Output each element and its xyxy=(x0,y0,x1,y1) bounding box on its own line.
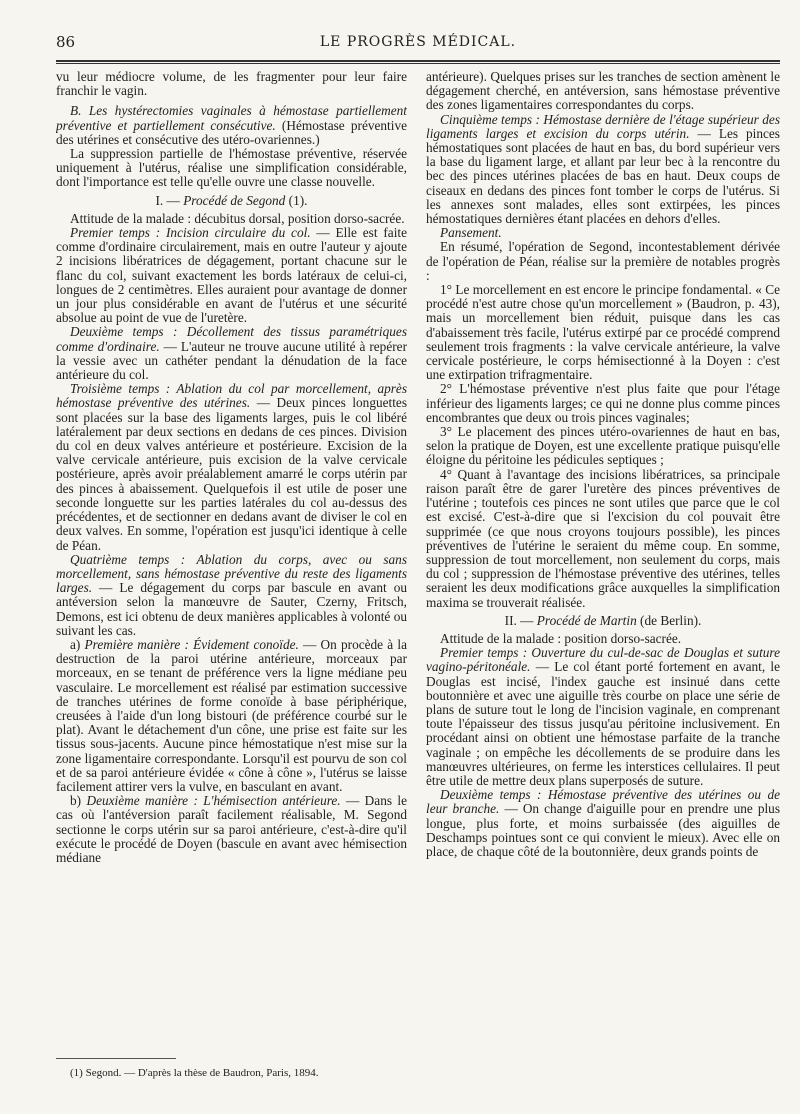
paragraph xyxy=(426,646,780,788)
text-run: La suppression partielle de l'hémostase préventive, réservée uniquement à l'utérus, réalise une simplification considérable, dont l'importance est telle qu'elle ouvre une classe nouvelle. xyxy=(56,146,407,190)
footnote-rule xyxy=(56,1058,176,1059)
paragraph xyxy=(426,240,780,283)
section-heading xyxy=(426,614,780,628)
italic-run: Premier temps : Ouverture du cul-de-sac de Douglas et suture vagino-péritonéale. xyxy=(426,645,780,675)
text-run: — Elle est faite comme d'ordinaire circulairement, mais en outre l'auteur y ajoute 2 incisions libératrices de dégagement, portant chacune sur le flanc du col, suivant exactement les bords latéraux de celui-ci, longues de 2 centimètres. Elles auraient pour avantage de donner un jour plus considérable en avant de l'utérus et une sécurité absolue au point de vue de l'uretère. xyxy=(56,225,407,326)
text-run: 2° L'hémostase préventive n'est plus faite que pour l'étage inférieur des ligaments larges; ce qui ne donne plus comme pinces encombrantes que deux ou trois pinces vaginales; xyxy=(426,381,780,425)
italic-run: Quatrième temps : Ablation du corps, avec ou sans morcellement, sans hémostase préventive du reste des ligaments larges. xyxy=(56,551,407,596)
section-heading xyxy=(56,194,407,208)
text-run: antérieure). Quelques prises sur les tranches de section amènent le dégagement cherché, en antéversion, sans hémostase préventive des zones ligamentaires correspondantes du corps. xyxy=(426,70,780,113)
running-title: LE PROGRÈS MÉDICAL. xyxy=(319,34,517,50)
page-header xyxy=(56,30,780,56)
italic-run: Cinquième temps : Hémostase dernière de l'étage supérieur des ligaments larges et excision du corps utérin. xyxy=(426,111,780,141)
italic-run: Première manière : Évidement conoïde. xyxy=(84,636,299,652)
text-run: — Les pinces hémostatiques sont placées de haut en bas, du bord supérieur vers la base du ligament large, et allant par leur bec à la rencontre du bec des pinces utérines placées de bas en haut. Deux coups de ciseaux en dedans des pinces font tomber le corps de l'utérus. Si les annexes sont malades, elles sont extirpées, les pinces hémostatiques dernières étant placées en dehors d'elles. xyxy=(426,125,780,227)
right-column xyxy=(426,70,780,1090)
italic-run: Deuxième manière : L'hémisection antérieure. xyxy=(86,793,341,809)
text-run: En résumé, l'opération de Segond, incontestablement dérivée de l'opération de Péan, réalise sur la première de notables progrès : xyxy=(426,239,780,283)
italic-run: Procédé de Martin xyxy=(536,612,637,628)
italic-run: Deuxième temps : Hémostase préventive des utérines ou de leur branche. xyxy=(426,787,780,817)
text-run: (1). xyxy=(285,192,308,208)
italic-run: Pansement. xyxy=(440,225,502,241)
paragraph xyxy=(56,794,407,865)
text-run: — On change d'aiguille pour en prendre une plus longue, plus forte, et moins surbaissée (des aiguilles de Deschamps pointues sont ce qui convient le mieux). Avec elle on place, de chaque côté de la boutonnière, deux grands points de xyxy=(426,801,780,859)
italic-run: Deuxième temps : Décollement des tissus paramétriques comme d'ordinaire. xyxy=(56,324,407,354)
text-run: 3° Le placement des pinces utéro-ovariennes de haut en bas, selon la pratique de Doyen, est une excellente pratique puisqu'elle éloigne du péritoine les pédicules septiques ; xyxy=(426,424,780,468)
paragraph xyxy=(56,104,407,147)
text-run: (Hémostase préventive des utérines et consécutive des utéro-ovariennes.) xyxy=(56,117,407,147)
paragraph xyxy=(56,382,407,552)
text-run: Attitude de la malade : position dorso-sacrée. xyxy=(440,630,682,646)
paragraph xyxy=(56,226,407,325)
page-number: 86 xyxy=(56,33,76,51)
text-run: 4° Quant à l'avantage des incisions libératrices, sa principale raison paraît être de garer l'uretère des pinces préventives de l'utérine ; toutefois ces pinces ne sont utiles que parce que le col est excisé. C'est-à-dire que si l'excision du col pouvait être supprimée (ce que nous croyons toujours possible), les pinces préventives de l'utérine le seraient du même coup. En somme, suppression de tout morcellement, non seulement du corps, mais du col ; suppression de l'hémostase préventive des utérines, telles seraient les deux modifications grâce auxquelles la simplification maxima se trouverait réalisée. xyxy=(426,466,780,610)
paragraph xyxy=(426,425,780,468)
text-run: b) xyxy=(70,793,87,809)
paragraph-continued xyxy=(426,70,780,113)
paragraph xyxy=(56,147,407,190)
paragraph xyxy=(426,382,780,425)
paragraph xyxy=(426,468,780,610)
paragraph xyxy=(56,212,407,226)
text-run: a) xyxy=(70,636,85,652)
paragraph xyxy=(426,113,780,227)
italic-run: B. Les hystérectomies vaginales à hémostase partiellement préventive et partiellement consécutive. xyxy=(56,103,407,133)
paragraph xyxy=(56,325,407,382)
italic-run: Procédé de Segond xyxy=(183,192,286,208)
header-rule-thin xyxy=(56,63,780,64)
paragraph xyxy=(56,553,407,638)
italic-run: Troisième temps : Ablation du col par morcellement, après hémostase préventive des utérines. xyxy=(56,381,407,411)
paragraph xyxy=(426,788,780,859)
text-run: (de Berlin). xyxy=(636,612,702,628)
text-run: — L'auteur ne trouve aucune utilité à repérer la vessie avec un cathéter pendant la dénudation de la face antérieure du col. xyxy=(56,338,407,383)
paragraph xyxy=(56,638,407,794)
paragraph xyxy=(426,226,780,240)
text-run: vu leur médiocre volume, de les fragmenter pour leur faire franchir le vagin. xyxy=(56,70,407,99)
left-column xyxy=(56,70,407,1050)
text-run: — Le col étant porté fortement en avant, le Douglas est incisé, l'index gauche est insinué dans cette boutonnière et avec une aiguille très courbe on place une série de plans de suture tout le long de l'incision vaginale, en comprenant toute l'épaisseur des tissus jusqu'au péritoine inclusivement. En procédant ainsi on obtient une hémostase parfaite de la tranche vaginale ; on empêche les décollements de se produire dans les manœuvres ultérieures, on ferme les interstices cellulaires. Il peut être utile de mettre deux plans superposés de suture. xyxy=(426,659,780,788)
paragraph xyxy=(426,632,780,646)
footnote: (1) Segond. — D'après la thèse de Baudron, Paris, 1894. xyxy=(70,1067,319,1079)
header-rule xyxy=(56,60,780,62)
text-run: — Dans le cas où l'antéversion paraît facilement réalisable, M. Segond sectionne le corps utérin sur sa paroi antérieure, c'est-à-dire qu'il exécute le procédé de Doyen (bascule en avant avec hémisection médiane xyxy=(56,793,407,865)
text-run: — On procède à la destruction de la paroi utérine antérieure, morceaux par morceaux, en se tenant de préférence vers la ligne médiane peu vasculaire. Le morcellement est réalisé par estimation successive de tranches utérines de forme conoïde à base périphérique, creusées à l'aide d'un long bistouri (de préférence courbé sur le plat). Avant le détachement d'un cône, une prise est faite sur les tissus sous-jacents. Aucune pince hémostatique n'est mise sur la zone ligamentaire correspondante. Lorsqu'il est pourvu de son col et de sa paroi antérieure évidée « cône à cône », l'utérus se laisse facilement attirer vers la vulve, en basculant en avant. xyxy=(56,636,407,794)
paragraph-continued xyxy=(56,70,407,98)
text-run: 1° Le morcellement en est encore le principe fondamental. « Ce procédé n'est autre chose qu'un morcellement » (Baudron, p. 43), mais un morcellement bien réduit, puisque dans les cas d'abaissement très facile, l'utérus extirpé par ce procédé comprend seulement trois fragments : la valve cervicale antérieure, la valve cervicale postérieure, le corps hémisectionné à la Doyen : c'est une extirpation trifragmentaire. xyxy=(426,282,780,383)
text-run: II. — xyxy=(504,612,537,628)
text-run: — Le dégagement du corps par bascule en avant ou antéversion selon la manœuvre de Sauter, Czerny, Fritsch, Demons, est ici obtenu de deux manières applicables à volonté ou suivant les cas. xyxy=(56,580,407,638)
text-run: Attitude de la malade : décubitus dorsal, position dorso-sacrée. xyxy=(70,210,405,226)
text-run: I. — xyxy=(155,192,184,208)
italic-run: Premier temps : Incision circulaire du col. xyxy=(70,225,311,241)
text-run: — Deux pinces longuettes sont placées sur la base des ligaments larges, puis le col libéré latéralement par deux sections en dedans de ces pinces. Division du col en deux valves antérieure et postérieure. Excision de la valve cervicale antérieure, puis excision de la valve cervicale postérieure, après avoir préalablement amarré le corps utérin par des pinces à abaissement. Quelquefois il est utile de poser une seconde longuette sur les parties latérales du col au-dessus des précédentes, et de sectionner en dedans avant de diviser le col en deux valves. En somme, l'opération est jusqu'ici identique à celle de Péan. xyxy=(56,395,407,553)
paragraph xyxy=(426,283,780,382)
